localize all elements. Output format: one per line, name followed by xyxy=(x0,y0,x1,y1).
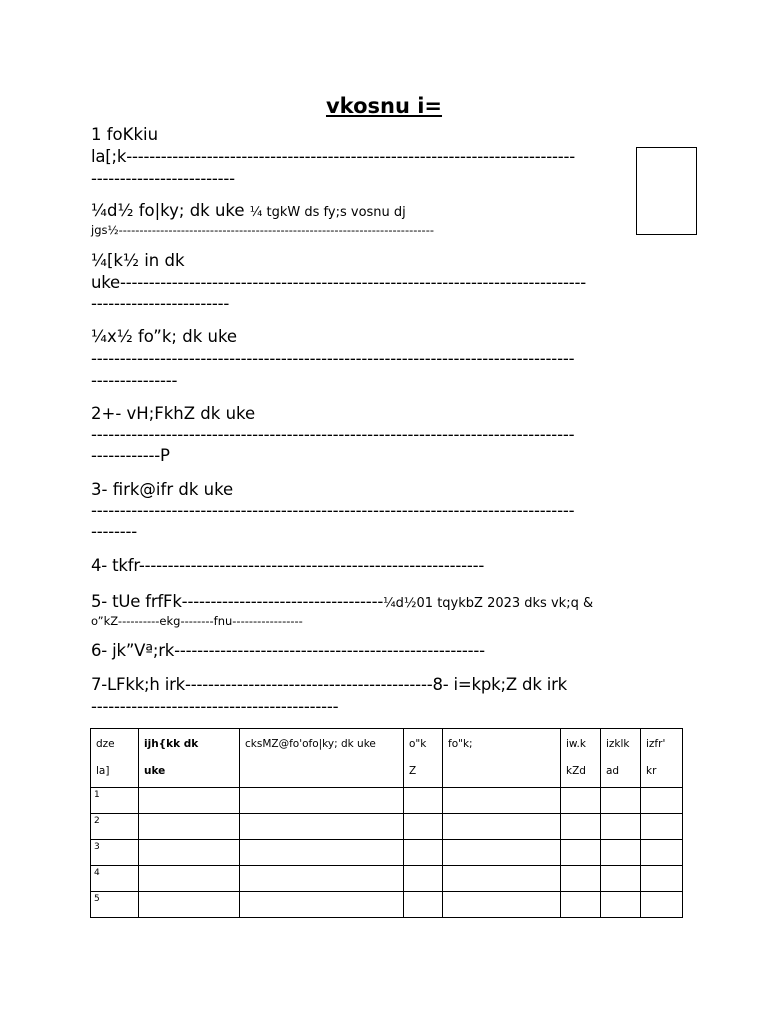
header-obtained: izklk ad xyxy=(601,729,641,788)
table-cell[interactable] xyxy=(561,866,601,892)
table-cell[interactable] xyxy=(139,814,240,840)
header-board: cksMZ@fo'ofo|ky; dk uke xyxy=(240,729,404,788)
table-cell[interactable] xyxy=(601,788,641,814)
table-cell[interactable] xyxy=(561,840,601,866)
table-cell[interactable] xyxy=(443,892,561,918)
table-cell[interactable] xyxy=(139,840,240,866)
header-year: o"k Z xyxy=(404,729,443,788)
table-cell[interactable] xyxy=(139,788,240,814)
field-school-text: ¼d½ fo|ky; dk uke xyxy=(91,201,250,220)
header-serial: dze la] xyxy=(91,729,139,788)
field-school-note: ¼ tgkW ds fy;s vosnu dj xyxy=(249,205,406,220)
table-row xyxy=(91,866,683,892)
row-number: 3 xyxy=(91,840,139,866)
table-header-row xyxy=(91,729,683,788)
field-caste: 4- tkfr------------------------------------------------------------ xyxy=(91,556,485,575)
header-total: iw.k kZd xyxy=(561,729,601,788)
form-title: vkosnu i= xyxy=(325,94,443,118)
table-row xyxy=(91,788,683,814)
field-1-label: 1 foKkiu xyxy=(91,125,159,144)
field-subject-line-cont: --------------- xyxy=(91,371,178,390)
table-cell[interactable] xyxy=(561,788,601,814)
table-cell[interactable] xyxy=(240,840,404,866)
field-candidate-line-cont: ------------P xyxy=(91,446,170,465)
table-cell[interactable] xyxy=(443,788,561,814)
table-row xyxy=(91,840,683,866)
table-cell[interactable] xyxy=(240,788,404,814)
table-cell[interactable] xyxy=(641,788,683,814)
table-cell[interactable] xyxy=(139,892,240,918)
field-dob-label: 5- tUe frfFk----------------------------------- xyxy=(91,592,384,611)
table-cell[interactable] xyxy=(641,814,683,840)
table-cell[interactable] xyxy=(240,866,404,892)
field-father-label: 3- firk@ifr dk uke xyxy=(91,480,234,499)
header-percent: izfr' kr xyxy=(641,729,683,788)
table-cell[interactable] xyxy=(404,840,443,866)
photo-box xyxy=(636,147,697,235)
field-post-line: uke--------------------------------------------------------------------------------- xyxy=(91,273,587,292)
field-candidate-label: 2+- vH;FkhZ dk uke xyxy=(91,404,256,423)
table-row xyxy=(91,814,683,840)
field-1-line: la[;k------------------------------------------------------------------------------ xyxy=(91,147,576,166)
row-number: 2 xyxy=(91,814,139,840)
field-post-line-cont: ------------------------ xyxy=(91,294,230,313)
field-father-line: ------------------------------------------------------------------------------------ xyxy=(91,501,575,520)
field-post-label: ¼[k½ in dk xyxy=(91,251,185,270)
row-number: 4 xyxy=(91,866,139,892)
field-candidate-line: ------------------------------------------------------------------------------------ xyxy=(91,425,575,444)
table-cell[interactable] xyxy=(404,892,443,918)
table-cell[interactable] xyxy=(601,840,641,866)
table-cell[interactable] xyxy=(240,814,404,840)
table-cell[interactable] xyxy=(443,814,561,840)
table-cell[interactable] xyxy=(404,788,443,814)
table-cell[interactable] xyxy=(561,892,601,918)
header-exam: ijh{kk dk uke xyxy=(139,729,240,788)
field-1-line-cont: ------------------------- xyxy=(91,169,235,188)
qualification-table xyxy=(90,728,683,918)
field-subject-label: ¼x½ fo”k; dk uke xyxy=(91,327,238,346)
table-cell[interactable] xyxy=(240,892,404,918)
table-cell[interactable] xyxy=(443,840,561,866)
table-cell[interactable] xyxy=(601,892,641,918)
row-number: 1 xyxy=(91,788,139,814)
table-cell[interactable] xyxy=(561,814,601,840)
header-subject: fo"k; xyxy=(443,729,561,788)
table-row xyxy=(91,892,683,918)
field-dob-note: ¼d½01 tqykbZ 2023 dks vk;q & xyxy=(383,596,594,611)
row-number: 5 xyxy=(91,892,139,918)
field-school-line: jgs½---------------------------------------------------------------------------- xyxy=(91,223,435,237)
field-father-line-cont: -------- xyxy=(91,522,138,541)
field-subject-line: ------------------------------------------------------------------------------------ xyxy=(91,349,575,368)
table-cell[interactable] xyxy=(641,866,683,892)
table-cell[interactable] xyxy=(404,814,443,840)
table-cell[interactable] xyxy=(641,892,683,918)
table-cell[interactable] xyxy=(601,814,641,840)
field-nationality: 6- jk”Vª;rk------------------------------------------------------ xyxy=(91,641,485,660)
table-cell[interactable] xyxy=(139,866,240,892)
table-cell[interactable] xyxy=(404,866,443,892)
field-age-line: o”kZ----------ekg--------fnu----------------- xyxy=(91,614,303,628)
table-cell[interactable] xyxy=(641,840,683,866)
field-address-line: ------------------------------------------- xyxy=(91,697,339,716)
field-address: 7-LFkk;h irk-------------------------------------------8- i=kpk;Z dk irk xyxy=(91,675,568,694)
table-cell[interactable] xyxy=(601,866,641,892)
table-cell[interactable] xyxy=(443,866,561,892)
